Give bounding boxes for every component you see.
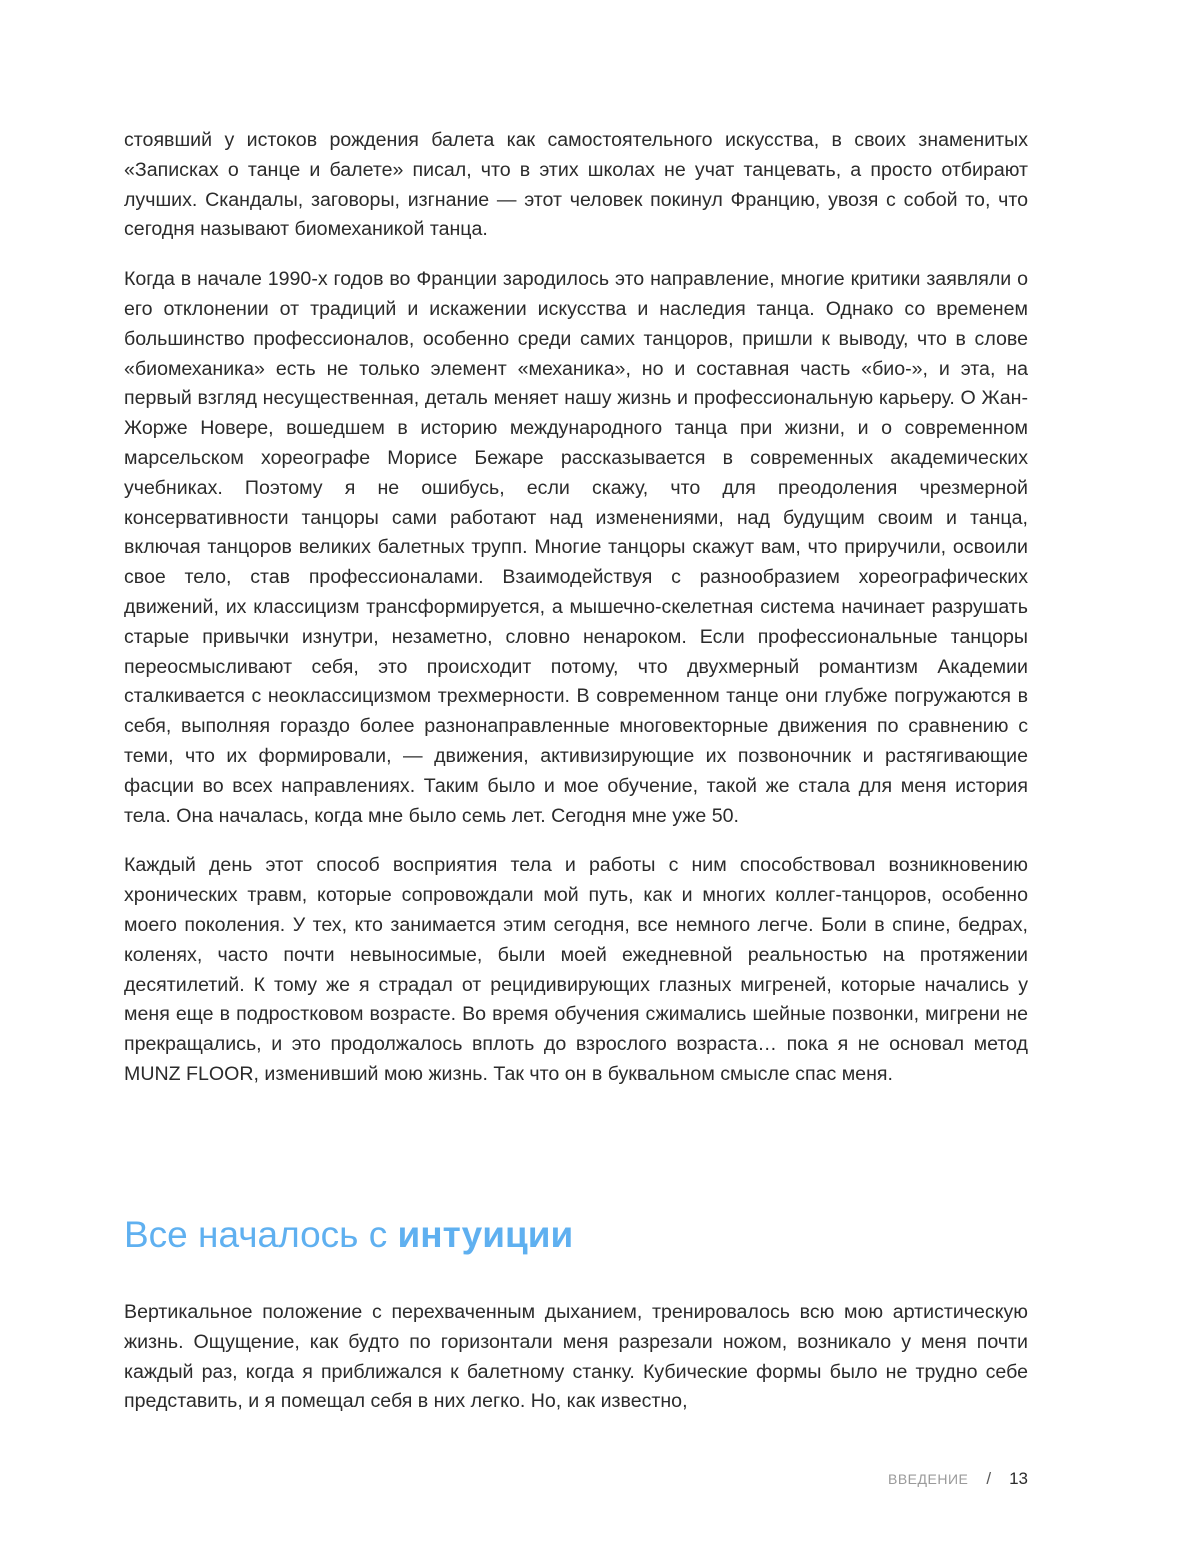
body-paragraph: Когда в начале 1990-х годов во Франции зародилось это направление, многие критики заявляли о его отклонении от традиций и искажении искусства и наследия танца. Однако со временем большинство профессионалов, особенно среди самих танцоров, пришли к выводу, что в слове «биомеханика» есть не только элемент «механика», но и составная часть «био-», и эта, на первый взгляд несущественная, деталь меняет нашу жизнь и профессиональную карьеру. О Жан-Жорже Новере, вошедшем в историю международного танца при жизни, и о современном марсельском хореографе Морисе Бежаре рассказывается в современных академических учебниках. Поэтому я не ошибусь, если скажу, что для преодоления чрезмерной консервативности танцоры сами работают над изменениями, над будущим своим и танца, включая танцоров великих балетных трупп. Многие танцоры скажут вам, что приручили, освоили свое тело, став профессионалами. Взаимодействуя с разнообразием хореографических движений, их классицизм трансформируется, а мышечно-скелетная система начинает разрушать старые привычки изнутри, незаметно, словно ненароком. Если профессиональные танцоры переосмысливают себя, это происходит потому, что двухмерный романтизм Академии сталкивается с неоклассицизмом трехмерности. В современном танце они глубже погружаются в себя, выполняя гораздо более разнонаправленные многовекторные движения по сравнению с теми, что их формировали, — движения, активизирующие их позвоночник и растягивающие фасции во всех направлениях. Таким было и мое обучение, такой же стала для меня история тела. Она началась, когда мне было семь лет. Сегодня мне уже 50. bbox=[124, 268, 1028, 827]
section-heading-bold: интуиции bbox=[397, 1214, 574, 1255]
footer-section-name: ВВЕДЕНИЕ bbox=[888, 1471, 969, 1487]
page-footer bbox=[888, 1469, 1028, 1489]
page-number: 13 bbox=[1009, 1469, 1028, 1488]
body-paragraph: Вертикальное положение с перехваченным дыханием, тренировалось всю мою артистическую жизнь. Ощущение, как будто по горизонтали меня разрезали ножом, возникало у меня почти каждый раз, когда я приближался к балетному станку. Кубические формы было не трудно себе представить, и я помещал себя в них легко. Но, как известно, bbox=[124, 1301, 1028, 1413]
body-paragraph: Каждый день этот способ восприятия тела и работы с ним способствовал возникновению хронических травм, которые сопровождали мой путь, как и многих коллег-танцоров, особенно моего поколения. У тех, кто занимается этим сегодня, все немного легче. Боли в спине, бедрах, коленях, часто почти невыносимые, были моей ежедневной реальностью на протяжении десятилетий. К тому же я страдал от рецидивирующих глазных мигреней, которые начались у меня еще в подростковом возрасте. Во время обучения сжимались шейные позвонки, мигрени не прекращались, и это продолжалось вплоть до взрослого возраста… пока я не основал метод MUNZ FLOOR, изменивший мою жизнь. Так что он в буквальном смысле спас меня. bbox=[124, 854, 1028, 1085]
section-heading-regular: Все началось с bbox=[124, 1214, 398, 1255]
main-text-column bbox=[124, 126, 1028, 1110]
footer-separator: / bbox=[986, 1469, 992, 1488]
section-body bbox=[124, 1298, 1028, 1437]
section-heading bbox=[124, 1212, 573, 1258]
body-paragraph: стоявший у истоков рождения балета как самостоятельного искусства, в своих знаменитых «Записках о танце и балете» писал, что в этих школах не учат танцевать, а просто отбирают лучших. Скандалы, заговоры, изгнание — этот человек покинул Францию, увозя с собой то, что сегодня называют биомеханикой танца. bbox=[124, 129, 1028, 241]
